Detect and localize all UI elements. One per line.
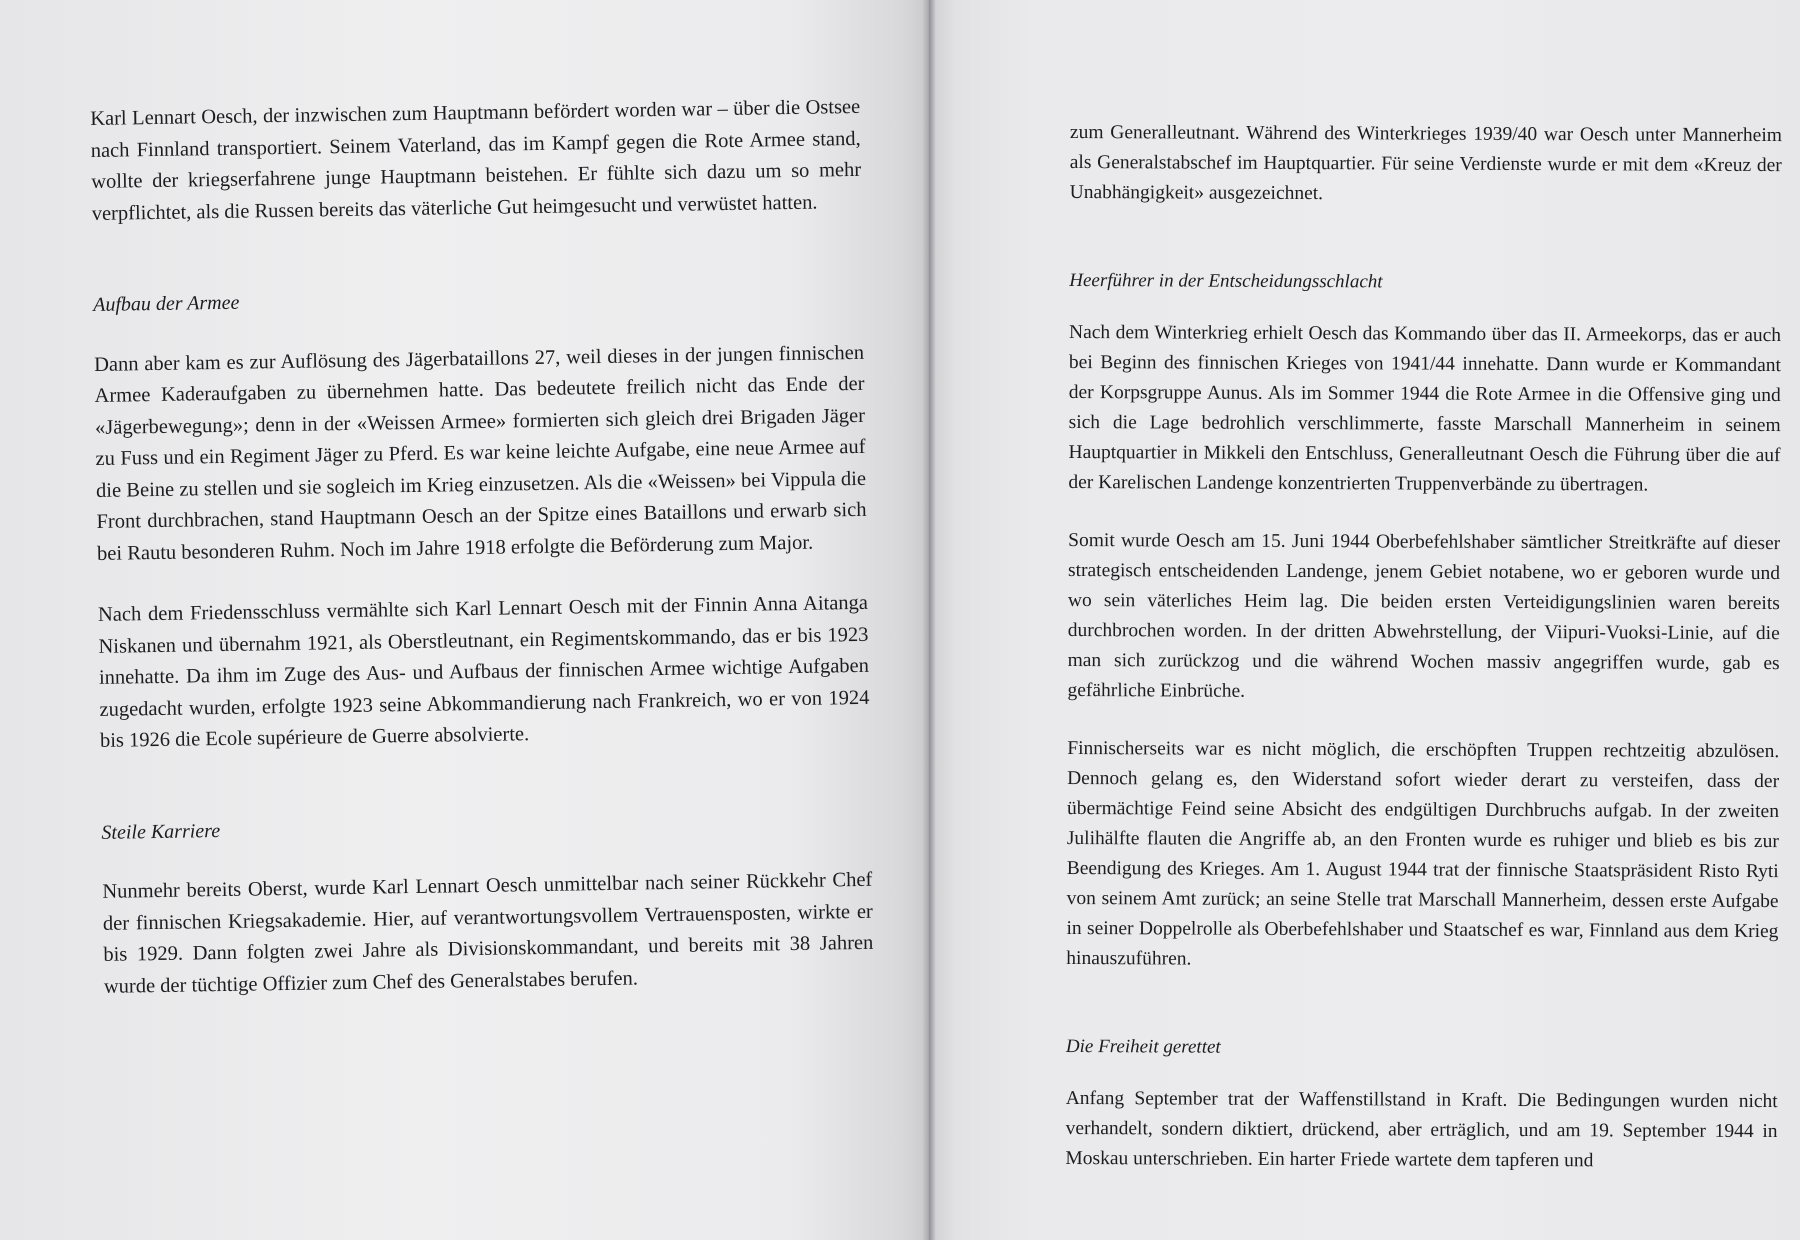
book-gutter — [922, 0, 936, 1240]
right-heading-freiheit: Die Freiheit gerettet — [1065, 1035, 1221, 1058]
left-paragraph-1: Karl Lennart Oesch, der inzwischen zum Hauptmann befördert worden war – über die Ostsee nach Finnland transportiert. Seinem Vaterland, das im Kampf gegen die Rote Armee stand, wollte der kriegserfahrene junge Hauptmann beistehen. Er fühlte sich dazu um so mehr verpflichtet, als die Russen bereits das väterliche Gut heimgesucht und verwüstet hatten. — [90, 95, 862, 225]
left-paragraph-4: Nunmehr bereits Oberst, wurde Karl Lennart Oesch unmittelbar nach seiner Rückkehr Chef der finnischen Kriegsakademie. Hier, auf verantwortungsvollem Vertrauensposten, wirkte er bis 1929. Dann folgten zwei Jahre als Divisionskommandant, und bereits mit 38 Jahren wurde der tüchtige Offizier zum Chef des Generalstabes berufen. — [102, 868, 874, 998]
left-page-text-column — [90, 92, 874, 1033]
right-heading-heerfuehrer: Heerführer in der Entscheidungsschlacht — [1069, 269, 1383, 293]
right-paragraph-3: Somit wurde Oesch am 15. Juni 1944 Oberbefehlshaber sämtlicher Streitkräfte auf dieser strategisch entscheidenden Landenge, jenem Gebiet notabene, wo er geboren wurde und wo sein väterliches Heim lag. Die beiden ersten Verteidigungslinien waren bereits durchbrochen worden. In der dritten Abwehrstellung, der Viipuri-Vuoksi-Linie, auf die man sich zurückzog und die während Wochen massiv angegriffen wurde, gab es gefährliche Einbrüche. — [1067, 529, 1781, 702]
right-paragraph-4: Finnischerseits war es nicht möglich, die erschöpften Truppen rechtzeitig abzulösen. Dennoch gelang es, den Widerstand sofort wieder derart zu versteifen, dass der übermächtige Feind seine Absicht des endgültigen Durchbruchs aufgab. In der zweiten Julihälfte flauten die Angriffe ab, an den Fronten wurde es ruhiger und blieb es bis zur Beendigung des Krieges. Am 1. August 1944 trat der finnische Staatspräsident Risto Ryti von seinem Amt zurück; an seine Stelle trat Marschall Mannerheim, dessen erste Aufgabe in seiner Doppelrolle als Oberbefehlshaber und Staatschef es war, Finnland aus dem Krieg hinauszuführen. — [1066, 737, 1780, 970]
right-paragraph-5: Anfang September trat der Waffenstillstand in Kraft. Die Bedingungen wurden nicht verhandelt, sondern diktiert, drückend, aber erträglich, und am 19. September 1944 in Moskau unterschrieben. Ein harter Friede wartete dem tapferen und — [1065, 1087, 1778, 1172]
right-page-text-column — [1065, 118, 1782, 1205]
left-paragraph-3: Nach dem Friedensschluss vermählte sich Karl Lennart Oesch mit der Finnin Anna Aitanga Niskanen und übernahm 1921, als Oberstleutnant, ein Regimentskommando, das er bis 1923 innehatte. Da ihm im Zuge des Aus- und Aufbaus der finnischen Armee wichtige Aufgaben zugedacht wurden, erfolgte 1923 seine Abkommandierung nach Frankreich, wo er von 1924 bis 1926 die Ecole supérieure de Guerre absolvierte. — [97, 591, 870, 752]
left-paragraph-2: Dann aber kam es zur Auflösung des Jägerbataillons 27, weil dieses in der jungen finnischen Armee Kaderaufgaben zu übernehmen hatte. Das bedeutete freilich nicht das Ende der «Jägerbewegung»; denn in der «Weissen Armee» formierten sich gleich drei Brigaden Jäger zu Fuss und ein Regiment Jäger zu Pferd. Es war keine leichte Aufgabe, eine neue Armee auf die Beine zu stellen und sie sogleich im Krieg einzusetzen. Als die «Weissen» bei Vippula die Front durchbrachen, stand Hauptmann Oesch an der Spitze eines Bataillons und erwarb sich bei Rautu besonderen Ruhm. Noch im Jahre 1918 erfolgte die Beförderung zum Major. — [93, 341, 867, 565]
right-paragraph-1: zum Generalleutnant. Während des Winterkrieges 1939/40 war Oesch unter Mannerheim als Generalstabschef im Hauptquartier. Für seine Verdienste wurde er mit dem «Kreuz der Unabhängigkeit» ausgezeichnet. — [1069, 121, 1782, 205]
left-heading-aufbau: Aufbau der Armee — [92, 291, 240, 316]
left-heading-karriere: Steile Karriere — [101, 819, 221, 844]
right-paragraph-2: Nach dem Winterkrieg erhielt Oesch das Kommando über das II. Armeekorps, das er auch bei Beginn des finnischen Krieges von 1941/44 innehatte. Dann wurde er Kommandant der Korpsgruppe Aunus. Als im Sommer 1944 die Rote Armee in die Offensive ging und sich die Lage bedrohlich verschlimmerte, fasste Marschall Mannerheim in seinem Hauptquartier in Mikkeli den Entschluss, Generalleutnant Oesch die Führung über die auf der Karelischen Landenge konzentrierten Truppenverbände zu übertragen. — [1068, 321, 1782, 496]
